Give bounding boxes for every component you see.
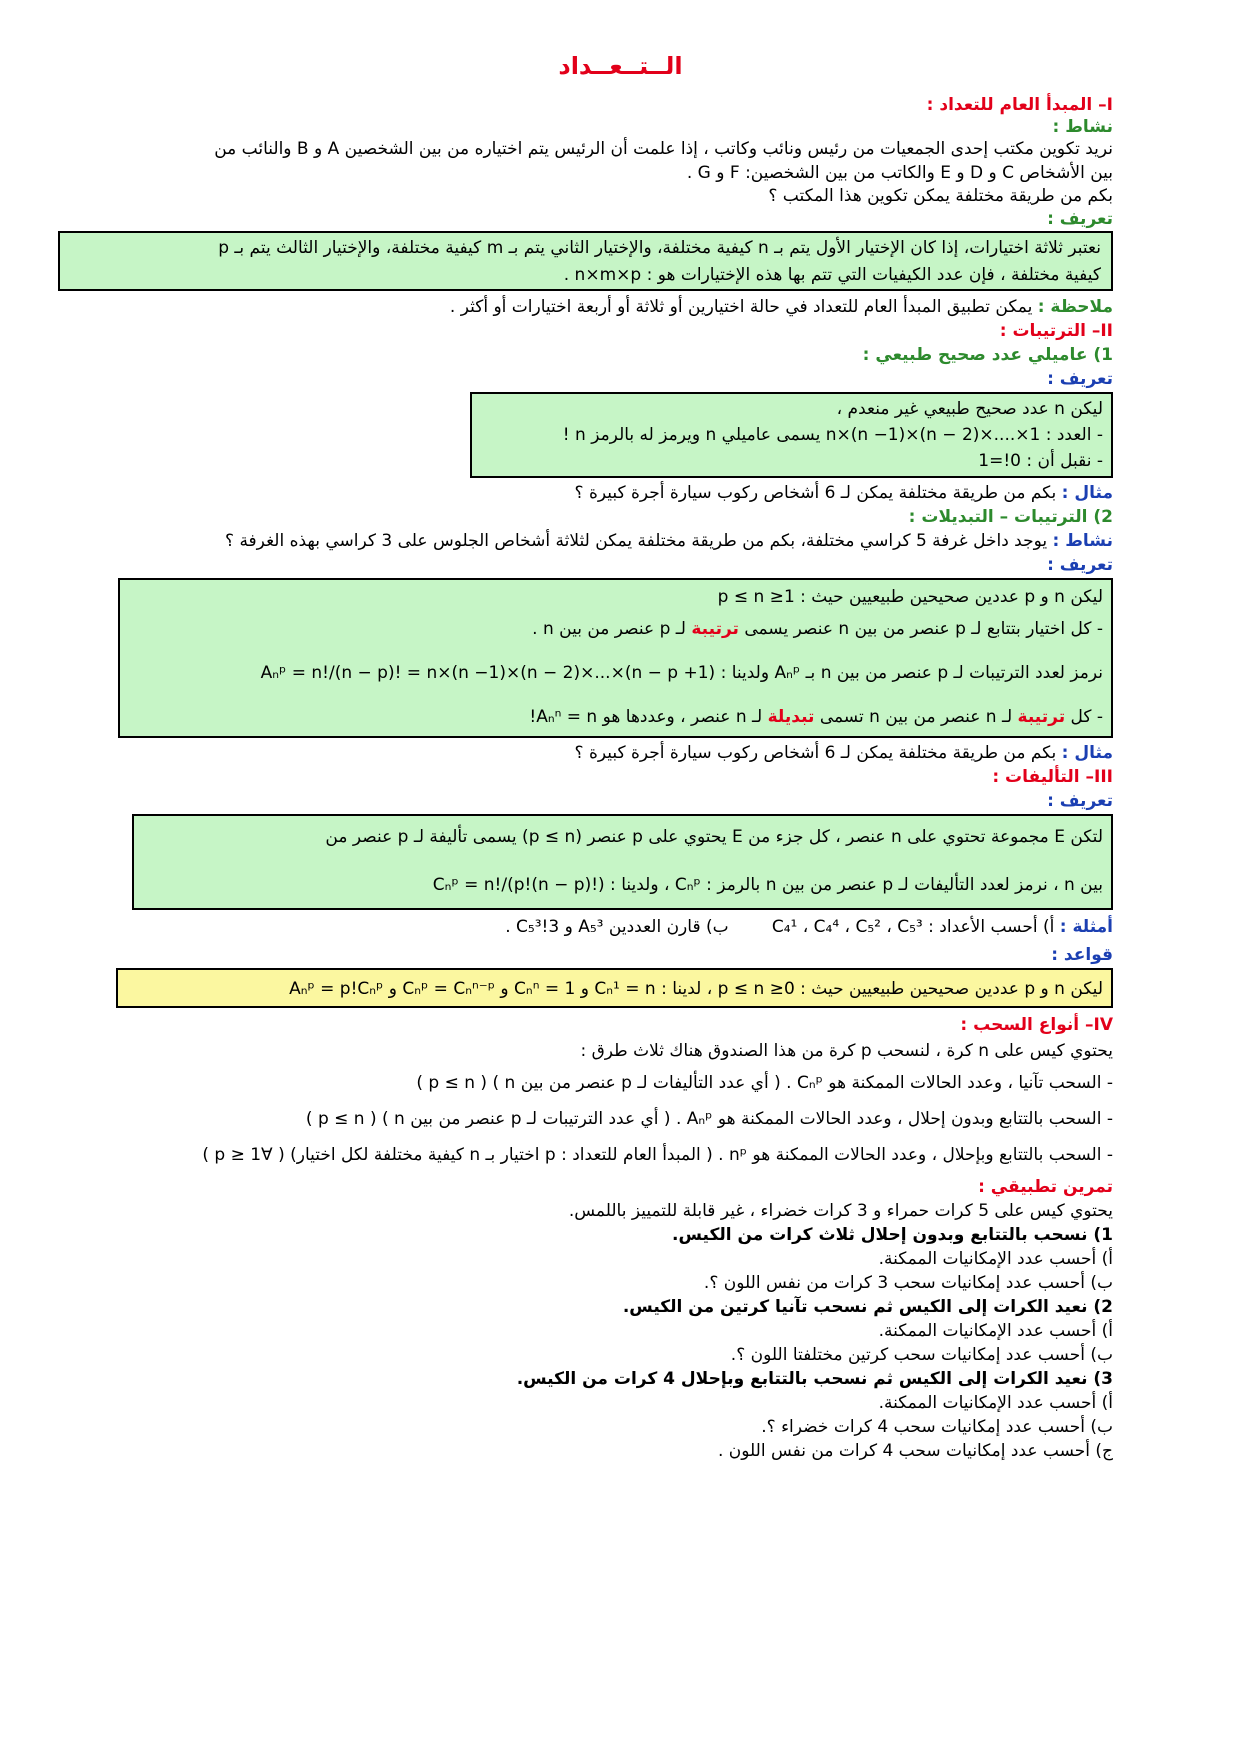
draw-type-sequential-no-replacement: - السحب بالتتابع وبدون إحلال ، وعدد الحالات الممكنة هو Aₙᵖ . ( أي عدد الترتيبات لـ p عنصر من بين n ) ( p ≤ n ): [305, 1109, 1113, 1129]
section-3-heading: III– التأليفات :: [992, 767, 1113, 787]
definition-line-1: نعتبر ثلاثة اختيارات، إذا كان الإختيار الأول يتم بـ n كيفية مختلفة، والإختيار الثاني يتم بـ m كيفية مختلفة، والإختيار الثالث يتم بـ p: [218, 238, 1101, 258]
arrangements-def-line-1: ليكن n و p عددين صحيحين طبيعيين حيث : 1≤ p ≤ n: [717, 587, 1103, 607]
draws-intro: يحتوي كيس على n كرة ، لنسحب p كرة من هذا الصندوق هناك ثلاث طرق :: [580, 1041, 1113, 1061]
exercise-heading: تمرين تطبيقي :: [978, 1177, 1113, 1197]
note-text: يمكن تطبيق المبدأ العام للتعداد في حالة اختيارين أو ثلاثة أو أربعة اختيارات أو أكثر .: [449, 297, 1033, 317]
activity-label: نشاط :: [1052, 531, 1113, 551]
question-1b: ب) أحسب عدد إمكانيات سحب 3 كرات من نفس اللون ؟.: [703, 1273, 1113, 1293]
question-3: 3) نعيد الكرات إلى الكيس ثم نسحب بالتتابع وبإحلال 4 كرات من الكيس.: [516, 1369, 1113, 1389]
examples-line: [80, 916, 1113, 938]
section-4-heading: IV– أنواع السحب :: [960, 1015, 1113, 1035]
definition-label: تعريف :: [1047, 791, 1113, 811]
definition-box-counting-principle: [58, 231, 1113, 291]
example-label: مثال :: [1061, 483, 1113, 503]
permutation-term: تبديلة: [767, 707, 815, 727]
example-text: بكم من طريقة مختلفة يمكن لـ 6 أشخاص ركوب سيارة أجرة كبيرة ؟: [574, 483, 1057, 503]
arrangement-term: ترتيبة: [691, 619, 739, 639]
examples-a: أ) أحسب الأعداد : C₄¹ ، C₄⁴ ، C₅² ، C₅³: [771, 917, 1055, 937]
section-1-heading: I– المبدأ العام للتعداد :: [926, 95, 1113, 115]
definition-label: تعريف :: [1047, 209, 1113, 229]
definition-box-arrangements: [118, 578, 1113, 738]
factorial-def-line-3: - نقبل أن : 0!=1: [978, 451, 1103, 471]
rules-text: ليكن n و p عددين صحيحين طبيعيين حيث : 0≤ p ≤ n ، لدينا : Cₙ¹ = n و Cₙⁿ = 1 و Cₙᵖ = Cₙⁿ⁻ᵖ و Aₙᵖ = p!Cₙᵖ: [289, 979, 1103, 999]
activity-line-3: بكم من طريقة مختلفة يمكن تكوين هذا المكتب ؟: [768, 186, 1113, 206]
definition-label: تعريف :: [1047, 369, 1113, 389]
rules-box: [116, 968, 1113, 1008]
combinations-def-line-1: لتكن E مجموعة تحتوي على n عنصر ، كل جزء من E يحتوي على p عنصر (p ≤ n) يسمى تأليفة لـ p عنصر من: [325, 827, 1103, 847]
question-1: 1) نسحب بالتتابع وبدون إحلال ثلاث كرات من الكيس.: [672, 1225, 1113, 1245]
arrangements-def-line-2: [128, 618, 1103, 640]
example-line-2: [80, 742, 1113, 764]
arrangements-def-line-4: [128, 706, 1103, 728]
permutation-text-b: لـ n عنصر من بين n تسمى: [819, 707, 1013, 727]
subsection-factorial: 1) عاميلي عدد صحيح طبيعي :: [862, 345, 1113, 365]
activity-label: نشاط :: [1052, 117, 1113, 137]
question-2a: أ) أحسب عدد الإمكانيات الممكنة.: [878, 1321, 1113, 1341]
question-3b: ب) أحسب عدد إمكانيات سحب 4 كرات خضراء ؟.: [761, 1417, 1113, 1437]
question-2b: ب) أحسب عدد إمكانيات سحب كرتين مختلفتا اللون ؟.: [730, 1345, 1113, 1365]
activity-line-2: بين الأشخاص C و D و E والكاتب من بين الشخصين: F و G .: [686, 163, 1113, 183]
definition-box-combinations: [132, 814, 1113, 910]
arrangement-text-a: - كل اختيار بتتابع لـ p عنصر من بين n عنصر يسمى: [744, 619, 1103, 639]
definition-line-2: كيفية مختلفة ، فإن عدد الكيفيات التي تتم بها هذه الإختيارات هو : n×m×p .: [563, 265, 1101, 285]
question-1a: أ) أحسب عدد الإمكانيات الممكنة.: [878, 1249, 1113, 1269]
example-text: بكم من طريقة مختلفة يمكن لـ 6 أشخاص ركوب سيارة أجرة كبيرة ؟: [574, 743, 1057, 763]
combinations-def-line-2: بين n ، نرمز لعدد التأليفات لـ p عنصر من بين n بالرمز : Cₙᵖ ، ولدينا : Cₙᵖ = n!/(p!(n − p)!): [432, 875, 1103, 895]
question-2: 2) نعيد الكرات إلى الكيس ثم نسحب تآنيا كرتين من الكيس.: [622, 1297, 1113, 1317]
rules-label: قواعد :: [1051, 945, 1113, 965]
example-label: مثال :: [1061, 743, 1113, 763]
arrangements-def-line-3: نرمز لعدد الترتيبات لـ p عنصر من بين n بـ Aₙᵖ ولدينا : Aₙᵖ = n!/(n − p)! = n×(n −1)×(n − 2)×...×(n − p +1): [260, 663, 1103, 683]
definition-box-factorial: [470, 392, 1113, 478]
arrangement-text-b: لـ p عنصر من بين n .: [532, 619, 686, 639]
permutation-text-a: - كل: [1070, 707, 1103, 727]
draw-type-sequential-replacement: - السحب بالتتابع وبإحلال ، وعدد الحالات الممكنة هو nᵖ . ( المبدأ العام للتعداد : p اختيار بـ n كيفية مختلفة لكل اختيار) ( ∀p ≥ 1 ): [202, 1145, 1113, 1165]
arrangement-term: ترتيبة: [1017, 707, 1066, 727]
activity-line: [80, 530, 1113, 552]
draw-type-simultaneous: - السحب تآنيا ، وعدد الحالات الممكنة هو Cₙᵖ . ( أي عدد التأليفات لـ p عنصر من بين n ) ( p ≤ n ): [416, 1073, 1113, 1093]
question-3a: أ) أحسب عدد الإمكانيات الممكنة.: [878, 1393, 1113, 1413]
example-line: [80, 482, 1113, 504]
factorial-def-line-1: ليكن n عدد صحيح طبيعي غير منعدم ،: [836, 399, 1103, 419]
factorial-def-line-2: - العدد : n×(n −1)×(n − 2)×....×1 يسمى عاميلي n ويرمز له بالرمز n !: [562, 425, 1103, 445]
activity-line-1: نريد تكوين مكتب إحدى الجمعيات من رئيس ونائب وكاتب ، إذا علمت أن الرئيس يتم اختياره من بين الشخصين A و B والنائب من: [214, 139, 1113, 159]
note-label: ملاحظة :: [1037, 297, 1113, 317]
note-line: [80, 296, 1113, 318]
definition-label: تعريف :: [1047, 555, 1113, 575]
examples-label: أمثلة :: [1059, 917, 1113, 937]
subsection-arrangements: 2) الترتيبات – التبديلات :: [908, 507, 1113, 527]
section-2-heading: II– الترتيبات :: [999, 321, 1113, 341]
examples-b: ب) قارن العددين A₅³ و 3!C₅³ .: [505, 917, 729, 937]
question-3c: ج) أحسب عدد إمكانيات سحب 4 كرات من نفس اللون .: [717, 1441, 1113, 1461]
activity-text: يوجد داخل غرفة 5 كراسي مختلفة، بكم من طريقة مختلفة يمكن لثلاثة أشخاص الجلوس على 3 كراسي بهذه الغرفة ؟: [225, 531, 1048, 551]
page-title: الــتــعــداد: [558, 52, 683, 80]
permutation-text-c: لـ n عنصر ، وعددها هو Aₙⁿ = n!: [529, 707, 763, 727]
exercise-intro: يحتوي كيس على 5 كرات حمراء و 3 كرات خضراء ، غير قابلة للتمييز باللمس.: [568, 1201, 1113, 1221]
